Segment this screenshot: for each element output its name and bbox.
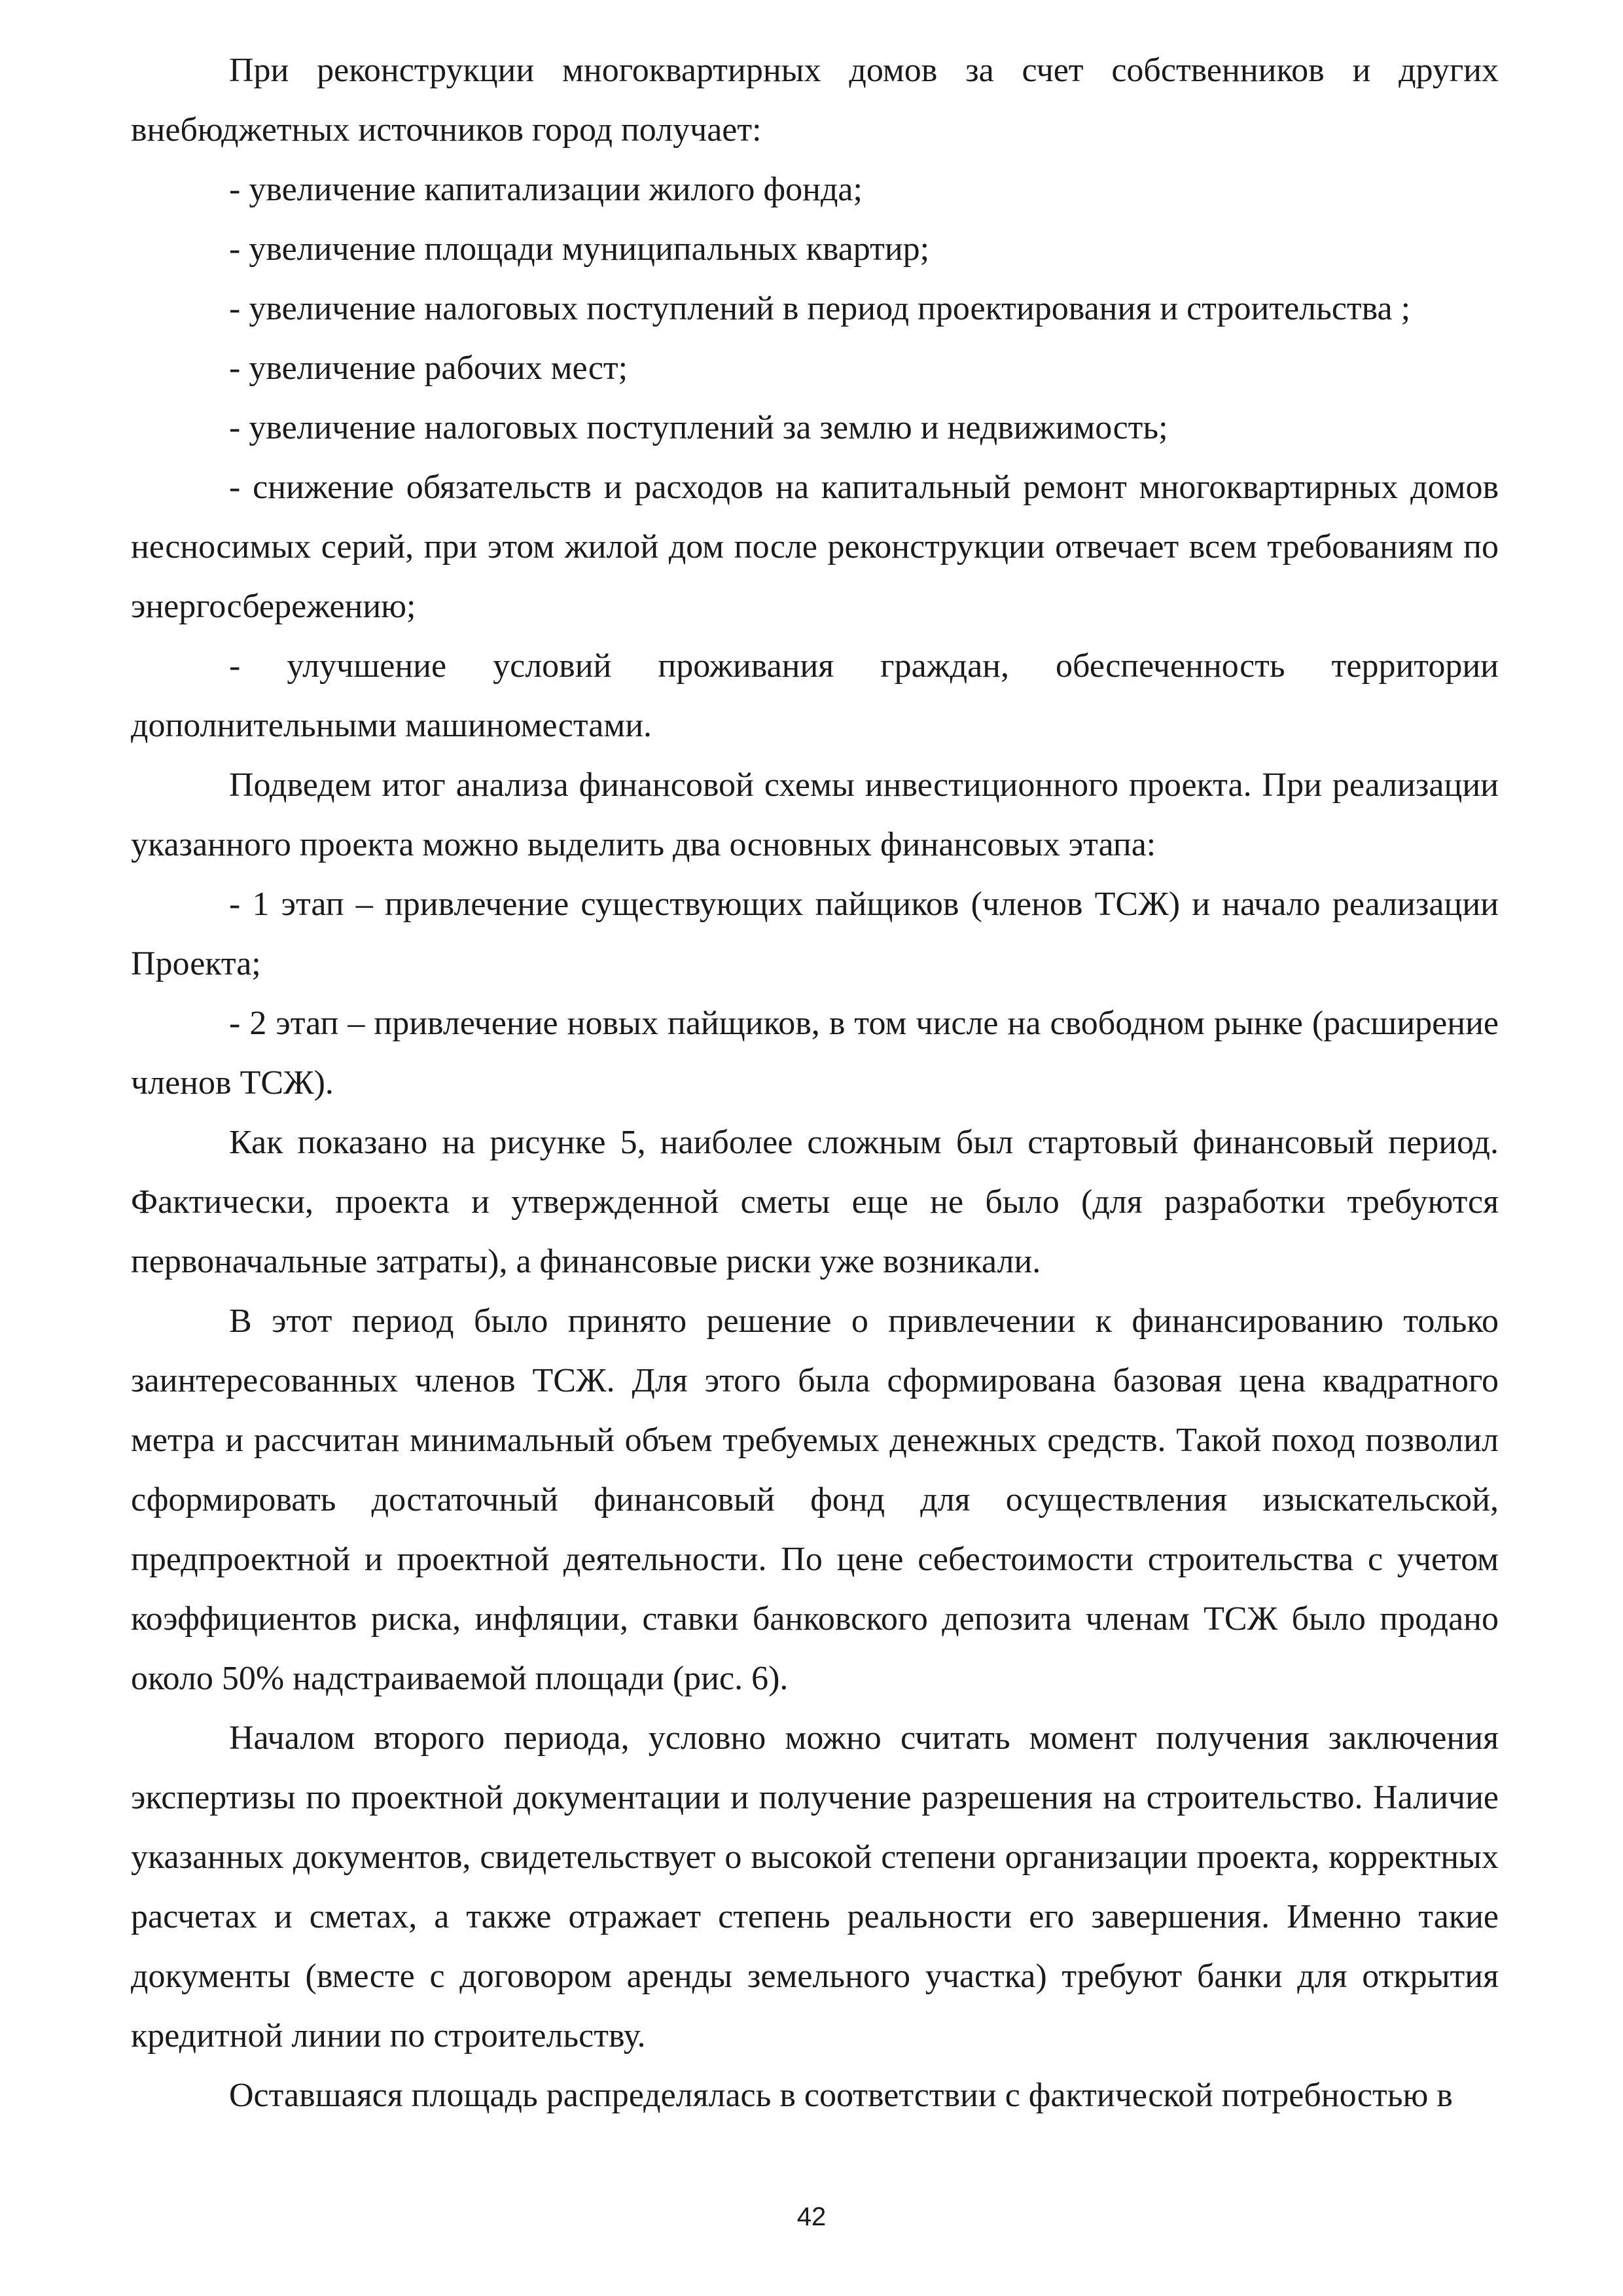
paragraph-intro: При реконструкции многоквартирных домов за счет собственников и других внебюджетных источников город получает: xyxy=(131,52,1499,149)
page-number: 42 xyxy=(796,2202,827,2231)
list-item: - улучшение условий проживания граждан, обеспеченность территории дополнительными машиноместами. xyxy=(131,647,1499,744)
list-item: - увеличение рабочих мест; xyxy=(229,350,628,387)
list-item: - снижение обязательств и расходов на капитальный ремонт многоквартирных домов несносимых серий, при этом жилой дом после реконструкции отвечает всем требованиям по энергосбережению; xyxy=(131,469,1499,625)
list-item: - увеличение налоговых поступлений в период проектирования и строительства ; xyxy=(229,290,1411,327)
document-body xyxy=(131,41,1499,2125)
list-item: - 1 этап – привлечение существующих пайщиков (членов ТСЖ) и начало реализации Проекта; xyxy=(131,886,1499,982)
paragraph-body: Как показано на рисунке 5, наиболее сложным был стартовый финансовый период. Фактически, проекта и утвержденной сметы еще не было (для разработки требуются первоначальные затраты), а финансовые риски уже возникали. xyxy=(131,1124,1499,1280)
list-item: - 2 этап – привлечение новых пайщиков, в том числе на свободном рынке (расширение членов ТСЖ). xyxy=(131,1005,1499,1102)
paragraph-body: Началом второго периода, условно можно считать момент получения заключения экспертизы по проектной документации и получение разрешения на строительство. Наличие указанных документов, свидетельствует о высокой степени организации проекта, корректных расчетах и сметах, а также отражает степень реальности его завершения. Именно такие документы (вместе с договором аренды земельного участка) требуют банки для открытия кредитной линии по строительству. xyxy=(131,1719,1499,2054)
paragraph-body: В этот период было принято решение о привлечении к финансированию только заинтересованных членов ТСЖ. Для этого была сформирована базовая цена квадратного метра и рассчитан минимальный объем требуемых денежных средств. Такой поход позволил сформировать достаточный финансовый фонд для осуществления изыскательской, предпроектной и проектной деятельности. По цене себестоимости строительства с учетом коэффициентов риска, инфляции, ставки банковского депозита членам ТСЖ было продано около 50% надстраиваемой площади (рис. 6). xyxy=(131,1302,1499,1697)
paragraph-summary: Подведем итог анализа финансовой схемы инвестиционного проекта. При реализации указанного проекта можно выделить два основных финансовых этапа: xyxy=(131,766,1499,863)
paragraph-body: Оставшаяся площадь распределялась в соответствии с фактической потребностью в xyxy=(229,2077,1453,2114)
list-item: - увеличение капитализации жилого фонда; xyxy=(229,171,863,208)
list-item: - увеличение площади муниципальных квартир; xyxy=(229,230,930,268)
list-item: - увеличение налоговых поступлений за землю и недвижимость; xyxy=(229,409,1168,446)
